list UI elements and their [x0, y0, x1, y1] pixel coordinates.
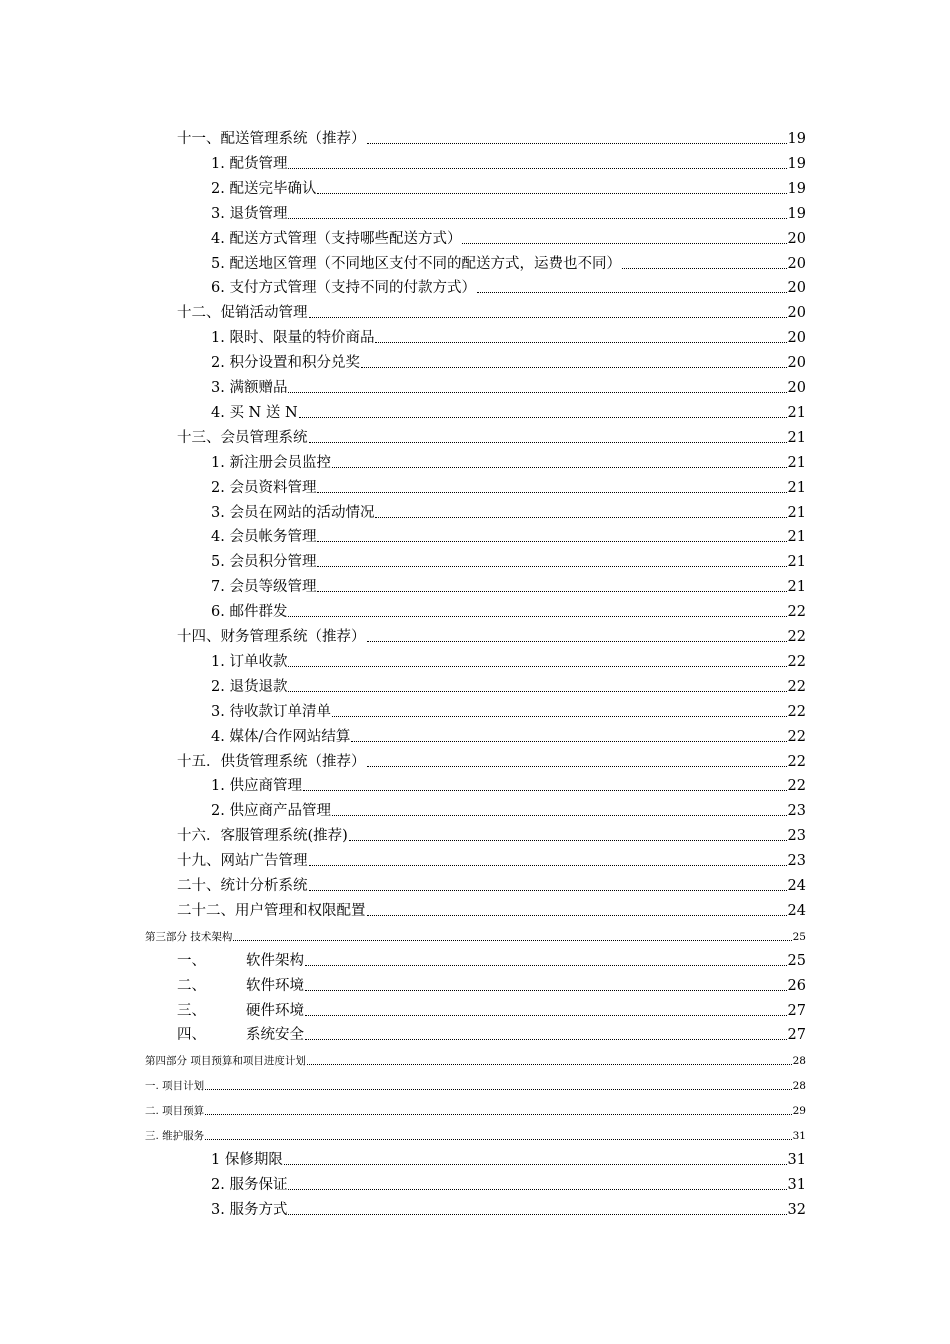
toc-entry-title: 6. 邮件群发: [211, 604, 288, 621]
dot-leader: [288, 691, 786, 692]
dot-leader: [288, 666, 786, 667]
dot-leader: [299, 417, 787, 418]
toc-entry-title: 1. 配货管理: [211, 155, 288, 172]
toc-entry-page-number: 21: [787, 504, 806, 521]
toc-entry-page-number: 24: [787, 902, 806, 919]
toc-entry[interactable]: [177, 1000, 806, 1020]
dot-leader: [367, 641, 787, 642]
toc-entry-title: 十一、配送管理系统（推荐）: [177, 131, 366, 147]
toc-entry-page-number: 20: [787, 380, 806, 396]
toc-entry[interactable]: [211, 576, 806, 596]
dot-leader: [367, 915, 787, 916]
toc-entry-page-number: 19: [787, 131, 806, 147]
dot-leader: [288, 392, 786, 393]
dot-leader: [288, 218, 786, 219]
toc-entry[interactable]: [211, 551, 806, 571]
toc-entry-title: 4. 媒体/合作网站结算: [211, 728, 351, 745]
dot-leader: [317, 492, 786, 493]
toc-entry-title: 二十、统计分析系统: [177, 878, 308, 894]
toc-entry-page-number: 20: [787, 255, 806, 272]
toc-entry-label: 硬件环境: [246, 1002, 304, 1019]
toc-entry-label: 系统安全: [246, 1027, 304, 1044]
toc-entry-title: 二. 项目预算: [145, 1105, 205, 1118]
toc-entry[interactable]: [211, 601, 806, 621]
toc-entry-page-number: 29: [792, 1105, 806, 1118]
toc-entry-title: 7. 会员等级管理: [211, 579, 317, 596]
toc-entry-page-number: 21: [787, 554, 806, 571]
toc-entry-title: 2. 配送完毕确认: [211, 180, 317, 197]
toc-entry-number: 二、: [177, 977, 206, 994]
toc-entry-page-number: 20: [787, 230, 806, 247]
toc-entry[interactable]: [211, 1149, 806, 1169]
dot-leader: [317, 193, 786, 194]
toc-entry-page-number: 22: [787, 653, 806, 670]
toc-entry-page-number: 22: [787, 728, 806, 745]
toc-entry-page-number: 20: [787, 330, 806, 347]
dot-leader: [361, 367, 787, 368]
toc-entry-page-number: 21: [787, 404, 806, 421]
toc-entry[interactable]: [211, 277, 806, 297]
dot-leader: [284, 1164, 787, 1165]
toc-entry-page-number: 22: [787, 703, 806, 720]
dot-leader: [305, 990, 787, 991]
dot-leader: [288, 1189, 786, 1190]
dot-leader: [307, 1064, 792, 1065]
toc-entry[interactable]: [211, 153, 806, 173]
toc-entry-title: 1. 供应商管理: [211, 778, 302, 795]
toc-entry-page-number: 26: [787, 977, 806, 994]
toc-entry[interactable]: [177, 900, 806, 920]
toc-entry-page-number: 25: [792, 930, 806, 943]
toc-entry-page-number: 22: [787, 753, 806, 770]
toc-entry[interactable]: [211, 178, 806, 198]
toc-entry-label: 软件架构: [246, 952, 304, 969]
toc-entry-page-number: 23: [787, 803, 806, 820]
toc-entry-number: 三、: [177, 1002, 206, 1019]
toc-entry[interactable]: [145, 1078, 806, 1093]
toc-entry-title: 三. 维护服务: [145, 1130, 205, 1142]
toc-entry-page-number: 24: [787, 878, 806, 894]
toc-entry[interactable]: [177, 825, 806, 845]
toc-entry-label: 软件环境: [246, 977, 304, 994]
toc-entry-title: 3. 待收款订单清单: [211, 703, 331, 720]
toc-entry-title: 3. 会员在网站的活动情况: [211, 504, 375, 521]
dot-leader: [303, 790, 787, 791]
toc-entry-title: 一. 项目计划: [145, 1080, 205, 1093]
toc-entry[interactable]: [211, 1174, 806, 1194]
toc-entry-page-number: 31: [787, 1151, 806, 1168]
toc-entry-title: [177, 1026, 304, 1044]
toc-entry-title: 3. 服务方式: [211, 1201, 288, 1218]
toc-entry[interactable]: [145, 1053, 806, 1068]
toc-entry-page-number: 28: [792, 1055, 806, 1068]
dot-leader: [332, 467, 787, 468]
dot-leader: [305, 965, 787, 966]
toc-entry-title: 1. 订单收款: [211, 653, 288, 670]
toc-entry-page-number: 22: [787, 778, 806, 795]
toc-entry-title: 十六．客服管理系统(推荐): [177, 828, 348, 845]
toc-entry[interactable]: [211, 651, 806, 671]
toc-entry-page-number: 25: [787, 952, 806, 969]
toc-entry-title: [177, 1002, 304, 1020]
toc-entry-title: 2. 供应商产品管理: [211, 803, 331, 820]
toc-entry[interactable]: [177, 128, 806, 148]
dot-leader: [317, 591, 786, 592]
dot-leader: [205, 1089, 791, 1090]
dot-leader: [375, 342, 786, 343]
toc-entry-title: 十九、网站广告管理: [177, 853, 308, 870]
toc-entry-title: 第三部分 技术架构: [145, 930, 233, 943]
toc-entry-title: 二十二、用户管理和权限配置: [177, 902, 366, 919]
dot-leader: [317, 566, 786, 567]
toc-entry[interactable]: [145, 1128, 806, 1143]
toc-entry[interactable]: [211, 676, 806, 696]
toc-entry-title: 3. 满额赠品: [211, 380, 288, 396]
toc-entry[interactable]: [177, 1024, 806, 1044]
toc-entry-title: 十四、财务管理系统（推荐）: [177, 629, 366, 645]
toc-entry[interactable]: [211, 253, 806, 273]
toc-entry-page-number: 32: [787, 1201, 806, 1218]
dot-leader: [367, 143, 787, 144]
toc-entry[interactable]: [211, 228, 806, 248]
toc-entry-number: 四、: [177, 1027, 206, 1044]
toc-entry[interactable]: [211, 327, 806, 347]
dot-leader: [367, 766, 787, 767]
toc-entry-title: 2. 退货退款: [211, 678, 288, 695]
toc-entry-title: 4. 配送方式管理（支持哪些配送方式）: [211, 230, 462, 247]
toc-entry-title: 1. 限时、限量的特价商品: [211, 330, 375, 347]
toc-entry-page-number: 27: [787, 1027, 806, 1044]
toc-entry[interactable]: [145, 929, 806, 944]
toc-entry-page-number: 19: [787, 205, 806, 222]
dot-leader: [317, 541, 786, 542]
dot-leader: [332, 815, 787, 816]
dot-leader: [622, 268, 787, 269]
dot-leader: [351, 741, 786, 742]
toc-entry-title: 十五．供货管理系统（推荐）: [177, 753, 366, 770]
toc-entry-page-number: 22: [787, 629, 806, 645]
toc-entry[interactable]: [145, 1103, 806, 1118]
toc-entry-title: 十二、促销活动管理: [177, 305, 308, 322]
toc-entry[interactable]: [211, 377, 806, 397]
toc-entry-page-number: 22: [787, 678, 806, 695]
toc-entry-page-number: 20: [787, 355, 806, 372]
toc-entry-page-number: 31: [792, 1130, 806, 1142]
dot-leader: [305, 1039, 787, 1040]
dot-leader: [305, 1015, 787, 1016]
dot-leader: [462, 243, 786, 244]
toc-entry[interactable]: [177, 950, 806, 970]
toc-entry-title: 1 保修期限: [211, 1151, 283, 1168]
toc-entry-page-number: 19: [787, 180, 806, 197]
toc-entry-title: 2. 会员资料管理: [211, 479, 317, 496]
toc-entry-title: 4. 会员帐务管理: [211, 529, 317, 546]
dot-leader: [375, 517, 786, 518]
toc-entry-title: 4. 买 N 送 N: [211, 404, 298, 421]
toc-entry[interactable]: [211, 477, 806, 497]
toc-entry-title: 2. 积分设置和积分兑奖: [211, 355, 360, 372]
toc-entry-title: 3. 退货管理: [211, 205, 288, 222]
toc-entry-page-number: 23: [787, 828, 806, 845]
toc-entry-title: [177, 977, 304, 995]
toc-entry-page-number: 27: [787, 1002, 806, 1019]
toc-entry-page-number: 20: [787, 280, 806, 297]
toc-entry[interactable]: [177, 626, 806, 646]
toc-entry[interactable]: [211, 726, 806, 746]
toc-entry-page-number: 21: [787, 479, 806, 496]
dot-leader: [309, 317, 787, 318]
dot-leader: [288, 168, 786, 169]
toc-entry-page-number: 21: [787, 529, 806, 546]
toc-entry-title: 1. 新注册会员监控: [211, 454, 331, 471]
toc-entry-page-number: 23: [787, 853, 806, 870]
toc-entry[interactable]: [177, 850, 806, 870]
toc-entry-page-number: 21: [787, 454, 806, 471]
dot-leader: [309, 442, 787, 443]
toc-entry-title: [177, 952, 304, 970]
toc-entry-page-number: 31: [787, 1176, 806, 1193]
dot-leader: [309, 890, 787, 891]
toc-entry[interactable]: [177, 427, 806, 447]
toc-entry-title: 2. 服务保证: [211, 1176, 288, 1193]
toc-entry[interactable]: [211, 352, 806, 372]
toc-entry[interactable]: [211, 775, 806, 795]
toc-entry-page-number: 21: [787, 579, 806, 596]
toc-entry-page-number: 19: [787, 155, 806, 172]
toc-entry-page-number: 22: [787, 604, 806, 621]
toc-entry[interactable]: [211, 701, 806, 721]
toc-entry-title: 5. 配送地区管理（不同地区支付不同的配送方式，运费也不同）: [211, 255, 621, 272]
toc-entry-title: 6. 支付方式管理（支持不同的付款方式）: [211, 280, 476, 297]
toc-entry[interactable]: [211, 203, 806, 223]
dot-leader: [349, 840, 787, 841]
dot-leader: [332, 716, 787, 717]
toc-entry[interactable]: [177, 975, 806, 995]
toc-entry[interactable]: [211, 800, 806, 820]
toc-entry[interactable]: [211, 1199, 806, 1219]
dot-leader: [205, 1139, 791, 1140]
toc-entry-page-number: 20: [787, 305, 806, 322]
dot-leader: [309, 865, 787, 866]
dot-leader: [477, 292, 787, 293]
toc-entry-page-number: 28: [792, 1080, 806, 1093]
toc-entry-title: 十三、会员管理系统: [177, 429, 308, 446]
toc-entry[interactable]: [211, 452, 806, 472]
toc-entry[interactable]: [211, 526, 806, 546]
dot-leader: [288, 1214, 786, 1215]
toc-entry[interactable]: [177, 875, 806, 895]
toc-entry[interactable]: [211, 402, 806, 422]
dot-leader: [233, 940, 791, 941]
toc-entry-number: 一、: [177, 952, 206, 969]
dot-leader: [288, 616, 786, 617]
toc-entry-title: 第四部分 项目预算和项目进度计划: [145, 1055, 306, 1068]
toc-entry-page-number: 21: [787, 429, 806, 446]
toc-entry[interactable]: [211, 502, 806, 522]
toc-entry-title: 5. 会员积分管理: [211, 554, 317, 571]
toc-entry[interactable]: [177, 302, 806, 322]
toc-entry[interactable]: [177, 751, 806, 771]
dot-leader: [205, 1114, 791, 1115]
